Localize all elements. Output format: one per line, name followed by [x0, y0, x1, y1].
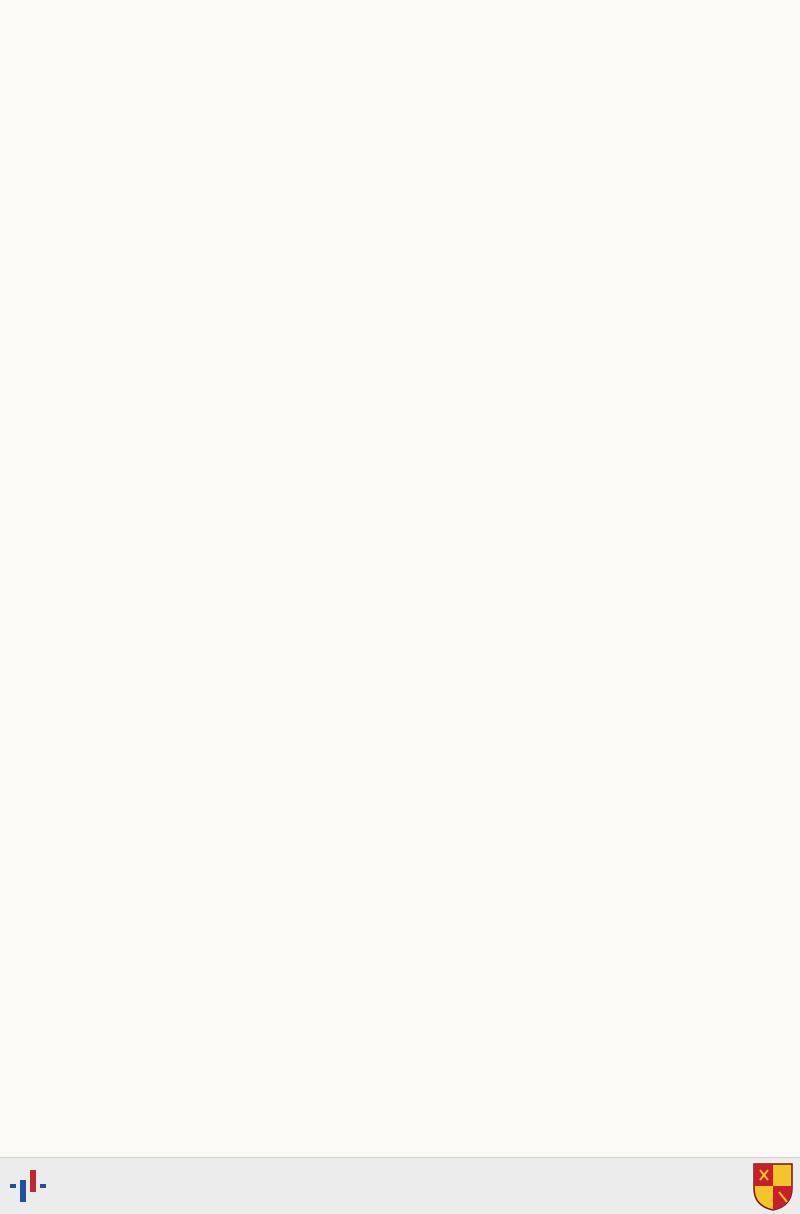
ub-freiburg-logo-icon[interactable] [8, 1166, 52, 1206]
viewer-footer [0, 1157, 800, 1214]
coat-of-arms-icon[interactable] [752, 1162, 794, 1212]
